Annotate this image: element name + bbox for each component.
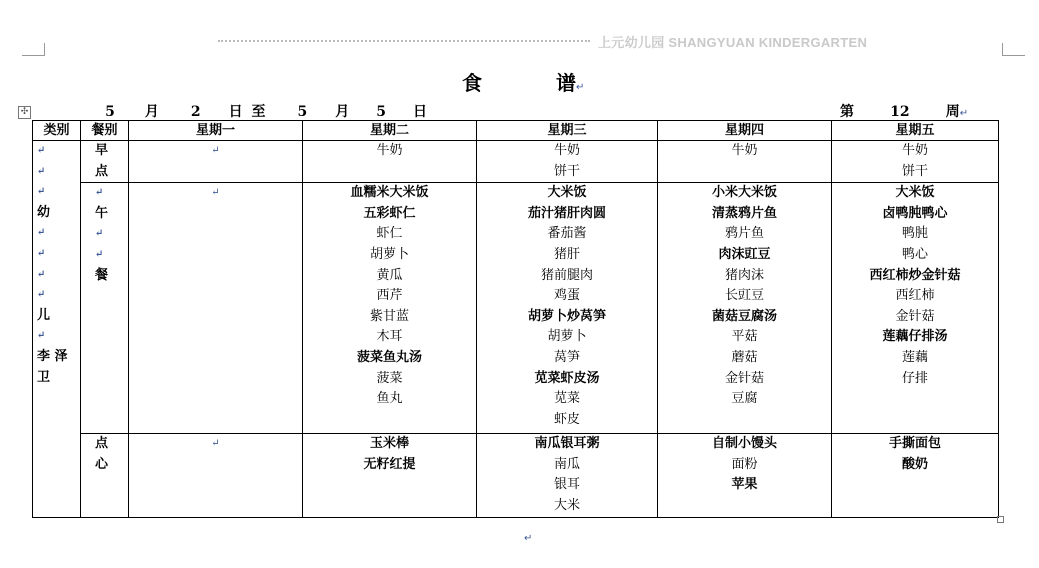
menu-cell xyxy=(477,434,658,517)
category-cell xyxy=(33,141,81,518)
paragraph-mark: ↵ xyxy=(959,108,969,119)
table-move-handle-icon[interactable]: ✣ xyxy=(18,106,31,119)
dish-item: 南瓜银耳粥 xyxy=(534,436,600,452)
dish-item: 清蒸鸦片鱼 xyxy=(711,205,777,221)
dish-item: 黄瓜 xyxy=(376,267,403,283)
end-month: 5 xyxy=(276,104,328,121)
column-header: 餐别 xyxy=(81,121,129,141)
dish-item: 虾皮 xyxy=(553,411,580,427)
dish-item: 鸭肫 xyxy=(901,226,928,242)
table-row xyxy=(33,183,999,434)
week-value: 12 xyxy=(869,104,931,121)
crop-mark-top-left xyxy=(22,43,45,56)
table-resize-handle[interactable] xyxy=(997,516,1004,523)
dish-item: 牛奶 xyxy=(376,143,403,158)
column-header: 星期二 xyxy=(303,121,477,141)
dish-item: 菌菇豆腐汤 xyxy=(711,308,777,324)
dish-item: 鸡蛋 xyxy=(553,288,580,304)
menu-table xyxy=(32,120,999,518)
menu-cell xyxy=(658,183,832,434)
menu-cell xyxy=(477,141,658,183)
dish-item: 仔排 xyxy=(901,370,928,386)
table-header-row xyxy=(33,121,999,141)
dish-item: 猪肝 xyxy=(553,246,580,262)
page-header: 上元幼儿园 SHANGYUAN KINDERGARTEN xyxy=(598,35,868,50)
dish-item: 猪肉沫 xyxy=(724,267,764,283)
dish-item: 鸦片鱼 xyxy=(724,226,764,242)
category-line: 幼 xyxy=(37,204,51,220)
dish-item: 木耳 xyxy=(376,329,403,345)
category-line: ↵ xyxy=(37,268,46,280)
dish-item: 无籽红提 xyxy=(363,456,416,472)
dish-item: 紫甘蓝 xyxy=(369,308,409,324)
menu-cell xyxy=(658,434,832,517)
column-header: 星期三 xyxy=(477,121,658,141)
meal-type-line: 午 xyxy=(95,205,109,221)
menu-cell xyxy=(832,434,999,517)
dish-item: 手撕面包 xyxy=(888,436,941,452)
table-row xyxy=(33,434,999,517)
category-line: ↵ xyxy=(37,165,46,177)
menu-cell xyxy=(303,141,477,183)
menu-cell xyxy=(303,183,477,434)
category-line: ↵ xyxy=(37,227,46,239)
dish-item: 金针菇 xyxy=(724,370,764,386)
crop-mark-top-right xyxy=(1002,43,1025,56)
dish-item: 西红柿炒金针菇 xyxy=(869,267,961,283)
category-line: 儿 xyxy=(37,307,51,323)
paragraph-mark-end: ↵ xyxy=(524,533,533,544)
dish-item: 西芹 xyxy=(376,288,403,304)
dish-item: 虾仁 xyxy=(376,226,403,242)
week-prefix: 第 xyxy=(840,104,854,120)
menu-cell xyxy=(303,434,477,517)
meal-type-line: 点 xyxy=(95,163,109,179)
month-label: 月 xyxy=(144,104,159,120)
dish-item: 苋菜 xyxy=(553,391,580,407)
dish-item: 蘑菇 xyxy=(731,349,758,365)
dish-item: 苹果 xyxy=(731,477,758,493)
meal-type-line: 餐 xyxy=(95,267,109,283)
category-line: ↵ xyxy=(37,289,46,301)
dish-item: 长豇豆 xyxy=(724,288,764,304)
menu-cell xyxy=(658,141,832,183)
category-line: ↵ xyxy=(37,247,46,259)
dish-item: 鸭心 xyxy=(901,246,928,262)
month-label-2: 月 xyxy=(335,104,350,120)
start-day: 2 xyxy=(170,104,222,121)
dish-item: 西红柿 xyxy=(895,288,935,304)
day-label-2: 日 xyxy=(413,104,427,120)
dish-item: 饼干 xyxy=(553,163,580,179)
dish-item: 玉米棒 xyxy=(369,436,409,452)
dish-item: 胡萝卜 xyxy=(547,329,587,345)
page-title xyxy=(462,67,584,96)
date-range xyxy=(82,101,427,121)
meal-type-cell xyxy=(81,141,129,183)
column-header: 星期五 xyxy=(832,121,999,141)
category-line: ↵ xyxy=(37,330,46,342)
dish-item: 茄汁猪肝肉圆 xyxy=(527,205,606,221)
menu-cell xyxy=(477,183,658,434)
dish-item: 银耳 xyxy=(553,477,580,493)
dish-item: 胡萝卜炒莴笋 xyxy=(527,308,606,324)
category-line: ↵ xyxy=(37,186,46,198)
menu-cell xyxy=(832,183,999,434)
dish-item: 番茄酱 xyxy=(547,226,587,242)
dish-item: 平菇 xyxy=(731,329,758,345)
title-char-1: 食 xyxy=(462,71,482,95)
dish-item: 菠菜鱼丸汤 xyxy=(356,349,422,365)
dish-item: 牛奶 xyxy=(553,143,580,158)
menu-cell xyxy=(129,141,303,183)
dish-item: 血糯米大米饭 xyxy=(350,185,429,201)
meal-type-cell xyxy=(81,183,129,434)
paragraph-mark: ↵ xyxy=(576,82,585,93)
dish-item: 饼干 xyxy=(901,163,928,179)
meal-type-line: ↵ xyxy=(95,228,104,240)
dish-item: ↵ xyxy=(211,187,220,199)
dish-item: 胡萝卜 xyxy=(369,246,409,262)
dish-item: 自制小馒头 xyxy=(711,436,777,452)
column-header: 星期四 xyxy=(658,121,832,141)
dish-item: 豆腐 xyxy=(731,391,758,407)
dish-item: ↵ xyxy=(211,438,220,450)
dish-item: 面粉 xyxy=(731,456,758,472)
week-number xyxy=(840,101,968,121)
category-line: 卫 xyxy=(37,369,51,385)
meal-type-line: 点 xyxy=(95,436,109,452)
dish-item: ↵ xyxy=(211,145,220,156)
menu-cell xyxy=(129,434,303,517)
dish-item: 五彩虾仁 xyxy=(363,205,416,221)
table-row xyxy=(33,141,999,183)
dish-item: 小米大米饭 xyxy=(711,185,777,201)
day-label: 日 xyxy=(228,104,243,120)
end-day: 5 xyxy=(356,104,406,121)
meal-type-line: ↵ xyxy=(95,248,104,260)
title-char-2: 谱 xyxy=(556,71,576,95)
dish-item: 莴笋 xyxy=(553,349,580,365)
dish-item: 牛奶 xyxy=(901,143,928,158)
dish-item: 大米饭 xyxy=(895,185,935,201)
header-dotted-line xyxy=(218,40,590,42)
dish-item: 大米 xyxy=(553,497,580,513)
dish-item: 酸奶 xyxy=(901,456,928,472)
category-line: ↵ xyxy=(37,145,46,156)
dish-item: 金针菇 xyxy=(895,308,935,324)
dish-item: 南瓜 xyxy=(553,456,580,472)
start-month: 5 xyxy=(82,104,138,121)
week-suffix: 周 xyxy=(945,104,960,120)
menu-cell xyxy=(129,183,303,434)
column-header: 星期一 xyxy=(129,121,303,141)
dish-item: 牛奶 xyxy=(731,143,758,158)
meal-type-line: ↵ xyxy=(95,187,104,199)
meal-type-line: 心 xyxy=(95,456,109,472)
dish-item: 苋菜虾皮汤 xyxy=(534,370,600,386)
column-header: 类别 xyxy=(33,121,81,141)
menu-cell xyxy=(832,141,999,183)
dish-item: 鱼丸 xyxy=(376,391,403,407)
dish-item: 猪前腿肉 xyxy=(540,267,593,283)
category-line: 李 泽 xyxy=(37,348,68,364)
to-label: 至 xyxy=(251,104,266,120)
meal-type-line: 早 xyxy=(95,143,109,158)
dish-item: 大米饭 xyxy=(547,185,587,201)
dish-item: 菠菜 xyxy=(376,370,403,386)
dish-item: 莲藕仔排汤 xyxy=(882,329,948,345)
dish-item: 莲藕 xyxy=(901,349,928,365)
dish-item: 卤鸭肫鸭心 xyxy=(882,205,948,221)
meal-type-cell xyxy=(81,434,129,517)
dish-item: 肉沫豇豆 xyxy=(718,246,771,262)
